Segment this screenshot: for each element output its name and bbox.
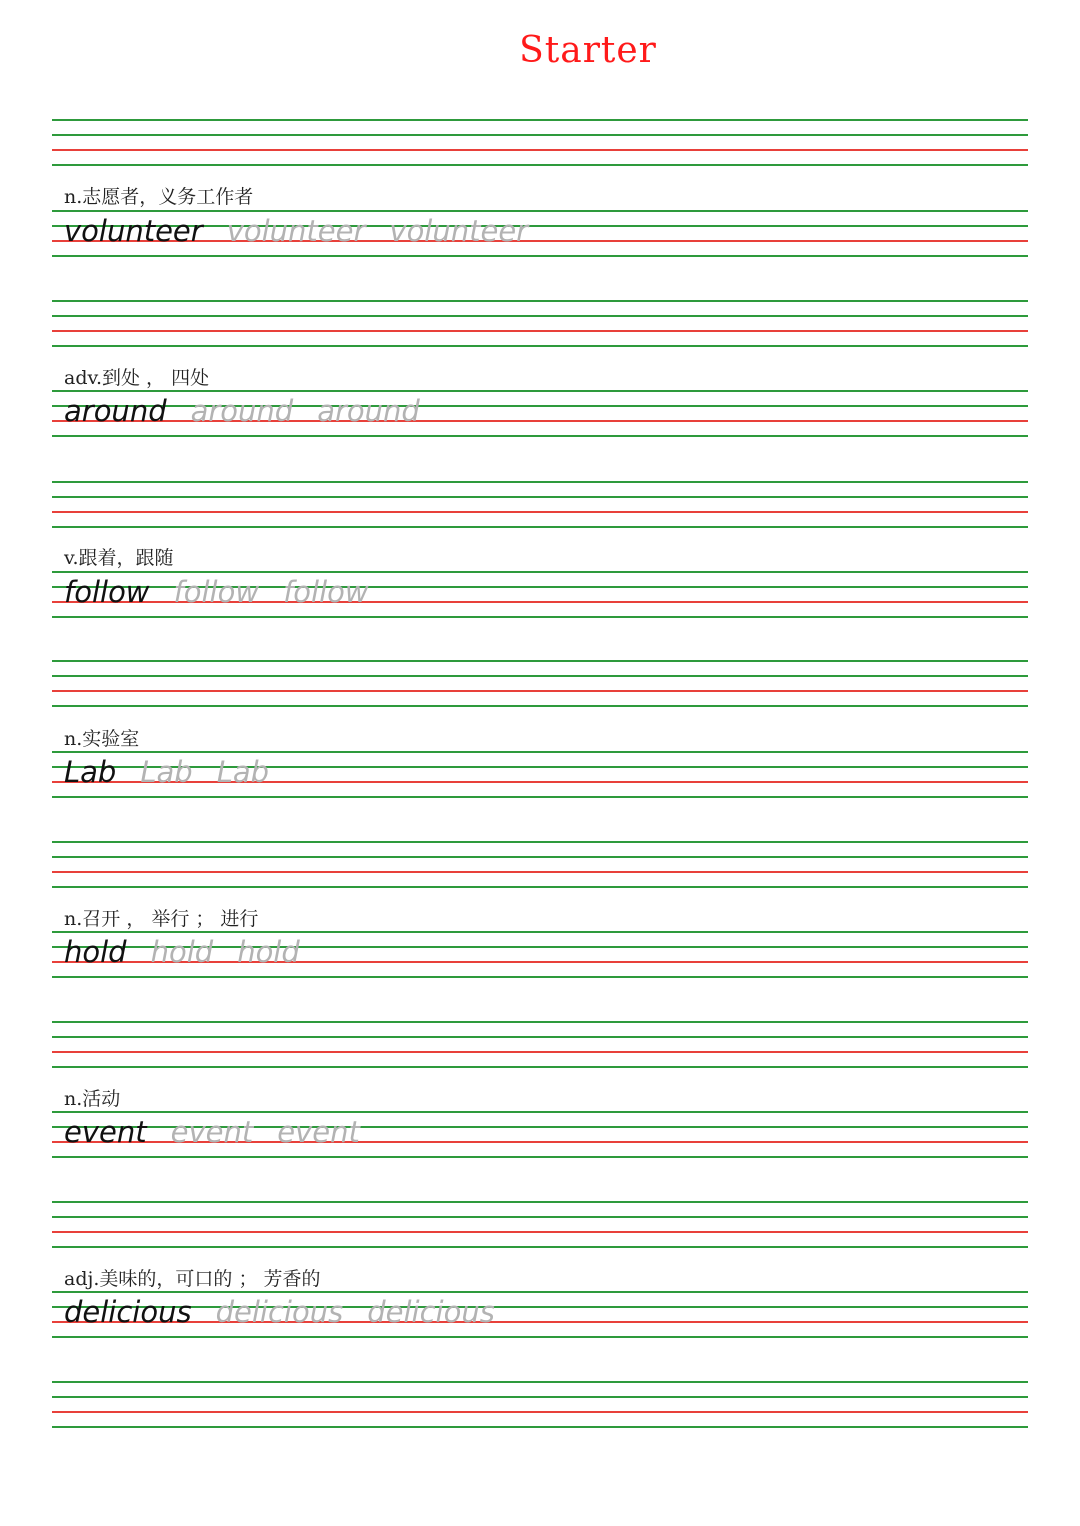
- green-line: [52, 1396, 1028, 1398]
- blank-ruled-lines: [52, 1021, 1028, 1071]
- red-line: [52, 1051, 1028, 1053]
- red-line: [52, 330, 1028, 332]
- red-line: [52, 1411, 1028, 1413]
- green-line: [52, 976, 1028, 978]
- trace-word: event: [170, 1115, 254, 1149]
- trace-word: follow: [283, 575, 369, 609]
- entry-definition: n.活动: [64, 1088, 121, 1110]
- model-word: hold: [64, 935, 127, 969]
- red-line: [52, 149, 1028, 151]
- word-row: [64, 391, 420, 431]
- green-line: [52, 1066, 1028, 1068]
- word-row: [64, 1112, 360, 1152]
- green-line: [52, 134, 1028, 136]
- trace-word: follow: [173, 575, 260, 609]
- green-line: [52, 496, 1028, 498]
- green-line: [52, 119, 1028, 121]
- green-line: [52, 481, 1028, 483]
- trace-word: around: [190, 394, 294, 428]
- word-row: [64, 1292, 495, 1332]
- green-line: [52, 886, 1028, 888]
- red-line: [52, 511, 1028, 513]
- word-row: [64, 752, 269, 792]
- green-line: [52, 1381, 1028, 1383]
- green-line: [52, 1336, 1028, 1338]
- blank-ruled-lines: [52, 481, 1028, 531]
- entry-definition: v.跟着，跟随: [64, 547, 174, 569]
- green-line: [52, 841, 1028, 843]
- red-line: [52, 1231, 1028, 1233]
- green-line: [52, 255, 1028, 257]
- green-line: [52, 1216, 1028, 1218]
- word-row: [64, 572, 369, 612]
- blank-ruled-lines: [52, 1201, 1028, 1251]
- word-row: [64, 211, 528, 251]
- model-word: follow: [64, 575, 150, 609]
- word-row: [64, 932, 300, 972]
- entry-definition: adj.美味的，可口的 ； 芳香的: [64, 1268, 321, 1290]
- green-line: [52, 856, 1028, 858]
- green-line: [52, 675, 1028, 677]
- blank-ruled-lines: [52, 841, 1028, 891]
- green-line: [52, 435, 1028, 437]
- green-line: [52, 1426, 1028, 1428]
- green-line: [52, 1156, 1028, 1158]
- trace-word: event: [277, 1115, 360, 1149]
- red-line: [52, 871, 1028, 873]
- entry-definition: n.召开 ， 举行 ； 进行: [64, 908, 259, 930]
- red-line: [52, 690, 1028, 692]
- model-word: volunteer: [64, 214, 203, 248]
- green-line: [52, 796, 1028, 798]
- trace-word: hold: [150, 935, 214, 969]
- green-line: [52, 1021, 1028, 1023]
- trace-word: around: [317, 394, 420, 428]
- green-line: [52, 1246, 1028, 1248]
- model-word: event: [64, 1115, 147, 1149]
- trace-word: volunteer: [226, 214, 366, 248]
- page-title: Starter: [519, 30, 657, 71]
- blank-ruled-lines: [52, 1381, 1028, 1431]
- trace-word: delicious: [367, 1295, 495, 1329]
- green-line: [52, 1036, 1028, 1038]
- green-line: [52, 616, 1028, 618]
- green-line: [52, 315, 1028, 317]
- entry-definition: adv.到处 ， 四处: [64, 367, 210, 389]
- green-line: [52, 164, 1028, 166]
- green-line: [52, 705, 1028, 707]
- trace-word: hold: [237, 935, 300, 969]
- blank-ruled-lines: [52, 300, 1028, 350]
- model-word: around: [64, 394, 167, 428]
- model-word: Lab: [64, 755, 117, 789]
- green-line: [52, 345, 1028, 347]
- green-line: [52, 526, 1028, 528]
- trace-word: delicious: [215, 1295, 344, 1329]
- model-word: delicious: [64, 1295, 192, 1329]
- green-line: [52, 660, 1028, 662]
- entry-definition: n.志愿者，义务工作者: [64, 186, 254, 208]
- green-line: [52, 1201, 1028, 1203]
- trace-word: Lab: [140, 755, 193, 789]
- trace-word: Lab: [216, 755, 270, 789]
- entry-definition: n.实验室: [64, 728, 140, 750]
- blank-ruled-lines: [52, 119, 1028, 169]
- trace-word: volunteer: [389, 214, 529, 248]
- green-line: [52, 300, 1028, 302]
- blank-ruled-lines: [52, 660, 1028, 710]
